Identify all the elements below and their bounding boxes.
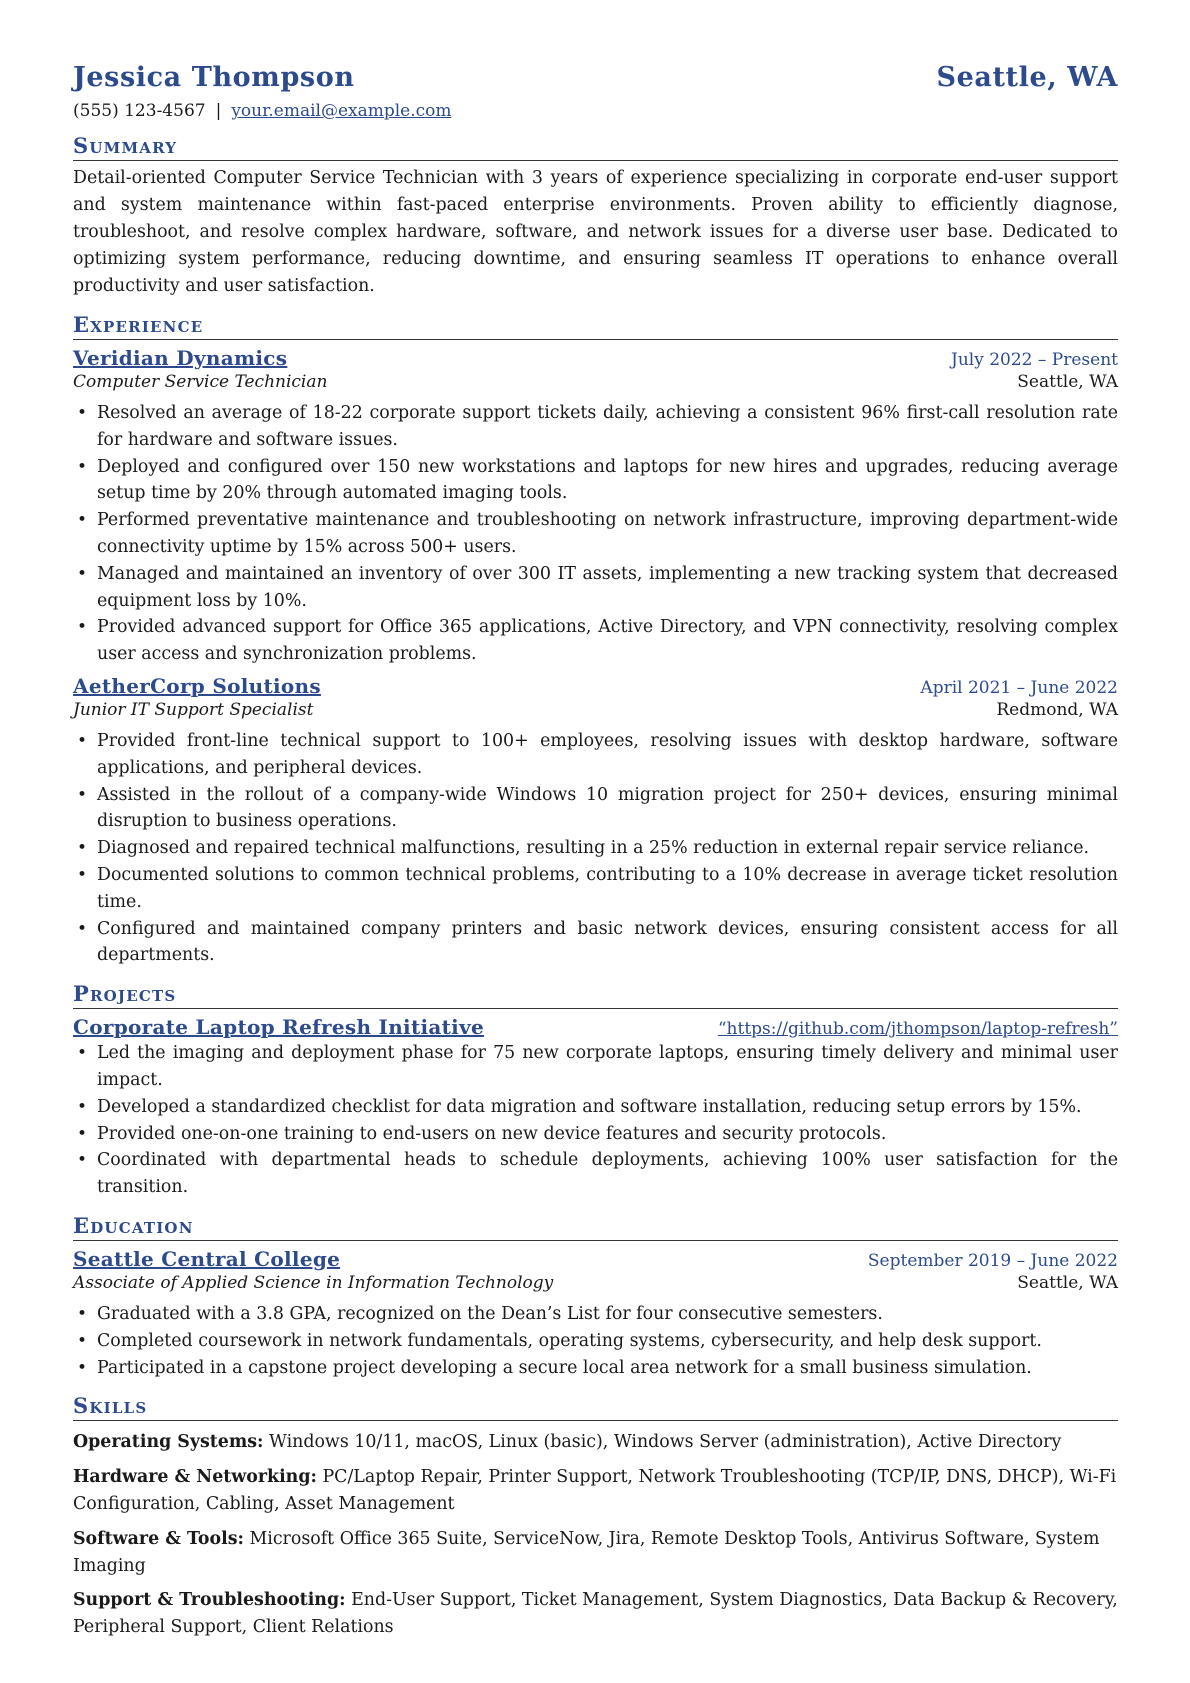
bullet-item: • Developed a standardized checklist for data migration and software installation, reducing setup errors by 15%. <box>73 1094 1118 1121</box>
bullet-item: • Led the imaging and deployment phase for 75 new corporate laptops, ensuring timely delivery and minimal user impact. <box>73 1040 1118 1094</box>
bullet-item: • Provided advanced support for Office 365 applications, Active Directory, and VPN connectivity, resolving complex user access and synchronization problems. <box>73 614 1118 668</box>
bullet-item: • Configured and maintained company printers and basic network devices, ensuring consistent access for all departments. <box>73 916 1118 970</box>
bullet-item: • Assisted in the rollout of a company-wide Windows 10 migration project for 250+ devices, ensuring minimal disruption to business operations. <box>73 782 1118 836</box>
skill-category: Operating Systems: <box>73 1432 264 1453</box>
candidate-location: Seattle, WA <box>936 62 1118 93</box>
bullet-item: • Provided one-on-one training to end-users on new device features and security protocols. <box>73 1121 1118 1148</box>
skill-list: End-User Support, Ticket Management, System Diagnostics, Data Backup & Recovery, Peripheral Support, Client Relations <box>73 1590 1118 1638</box>
bullet-list <box>73 1040 1118 1201</box>
section-title-experience: Experience <box>73 312 1118 340</box>
job-dates: April 2021 – June 2022 <box>920 677 1118 698</box>
education-dates: September 2019 – June 2022 <box>867 1250 1118 1271</box>
job-dates: July 2022 – Present <box>951 350 1118 370</box>
projects-section <box>73 981 1118 1201</box>
skill-list: Windows 10/11, macOS, Linux (basic), Windows Server (administration), Active Directory <box>269 1432 1062 1453</box>
summary-text: Detail-oriented Computer Service Technician with 3 years of experience specializing in corporate end-user support and system maintenance within fast-paced enterprise environments. Proven ability to efficiently diagnose, troubleshoot, and resolve complex hardware, software, and network issues for a diverse user base. Dedicated to optimizing system performance, reducing downtime, and ensuring seamless IT operations to enhance overall productivity and user satisfaction. <box>73 168 1118 296</box>
job-title: Junior IT Support Specialist <box>73 699 314 720</box>
skill-row <box>73 1526 1118 1580</box>
contact-separator: | <box>215 101 222 121</box>
bullet-list <box>73 400 1118 668</box>
bullet-item: • Participated in a capstone project developing a secure local area network for a small business simulation. <box>73 1355 1118 1382</box>
experience-entry <box>73 674 1118 969</box>
experience-section <box>73 312 1118 969</box>
job-location: Seattle, WA <box>1017 372 1118 392</box>
bullet-item: • Deployed and configured over 150 new workstations and laptops for new hires and upgrades, reducing average setup time by 20% through automated imaging tools. <box>73 454 1118 508</box>
school-location: Seattle, WA <box>1017 1272 1118 1293</box>
project-name-link[interactable]: Corporate Laptop Refresh Initiative <box>73 1015 485 1040</box>
skill-list: PC/Laptop Repair, Printer Support, Network Troubleshooting (TCP/IP, DNS, DHCP), Wi-Fi Configuration, Cabling, Asset Management <box>73 1467 1117 1514</box>
bullet-item: • Managed and maintained an inventory of over 300 IT assets, implementing a new tracking system that decreased equipment loss by 10%. <box>73 561 1118 615</box>
skill-row <box>73 1587 1118 1641</box>
bullet-item: • Provided front-line technical support to 100+ employees, resolving issues with desktop hardware, software applications, and peripheral devices. <box>73 728 1118 782</box>
contact-line <box>73 101 1118 121</box>
project-repo-link[interactable]: “https://github.com/jthompson/laptop-refresh” <box>717 1019 1118 1040</box>
skill-list: Microsoft Office 365 Suite, ServiceNow, Jira, Remote Desktop Tools, Antivirus Software, System Imaging <box>73 1528 1100 1576</box>
resume-header <box>73 62 1118 93</box>
summary-section <box>73 133 1118 300</box>
school-link[interactable]: Seattle Central College <box>73 1246 341 1271</box>
experience-entry <box>73 346 1118 668</box>
skill-category: Support & Troubleshooting: <box>73 1590 346 1611</box>
bullet-item: • Performed preventative maintenance and troubleshooting on network infrastructure, improving department-wide connectivity uptime by 15% across 500+ users. <box>73 507 1118 561</box>
bullet-item: • Coordinated with departmental heads to schedule deployments, achieving 100% user satisfaction for the transition. <box>73 1147 1118 1201</box>
bullet-list <box>73 728 1118 969</box>
bullet-item: • Completed coursework in network fundamentals, operating systems, cybersecurity, and help desk support. <box>73 1328 1118 1355</box>
bullet-item: • Diagnosed and repaired technical malfunctions, resulting in a 25% reduction in external repair service reliance. <box>73 835 1118 862</box>
section-title-skills: Skills <box>73 1393 1118 1421</box>
education-entry <box>73 1247 1118 1381</box>
skill-category: Software & Tools: <box>73 1528 244 1549</box>
degree-title: Associate of Applied Science in Information Technology <box>73 1272 554 1293</box>
company-link[interactable]: Veridian Dynamics <box>73 346 288 370</box>
section-title-projects: Projects <box>73 981 1118 1009</box>
skills-section <box>73 1393 1118 1641</box>
bullet-item: • Graduated with a 3.8 GPA, recognized on the Dean’s List for four consecutive semesters. <box>73 1301 1118 1328</box>
job-location: Redmond, WA <box>996 699 1118 720</box>
skill-row <box>73 1429 1118 1456</box>
project-entry <box>73 1015 1118 1201</box>
skill-category: Hardware & Networking: <box>73 1467 317 1488</box>
section-title-summary: Summary <box>73 133 1118 161</box>
company-link[interactable]: AetherCorp Solutions <box>73 673 321 698</box>
skill-row <box>73 1464 1118 1518</box>
phone-number: (555) 123-4567 <box>73 101 206 121</box>
candidate-name: Jessica Thompson <box>73 62 355 93</box>
bullet-list <box>73 1301 1118 1381</box>
bullet-item: • Resolved an average of 18-22 corporate support tickets daily, achieving a consistent 96% first-call resolution rate for hardware and software issues. <box>73 400 1118 454</box>
education-section <box>73 1213 1118 1381</box>
email-link[interactable]: your.email@example.com <box>231 101 452 121</box>
bullet-item: • Documented solutions to common technical problems, contributing to a 10% decrease in average ticket resolution time. <box>73 862 1118 916</box>
job-title: Computer Service Technician <box>73 372 328 392</box>
section-title-education: Education <box>73 1213 1118 1241</box>
